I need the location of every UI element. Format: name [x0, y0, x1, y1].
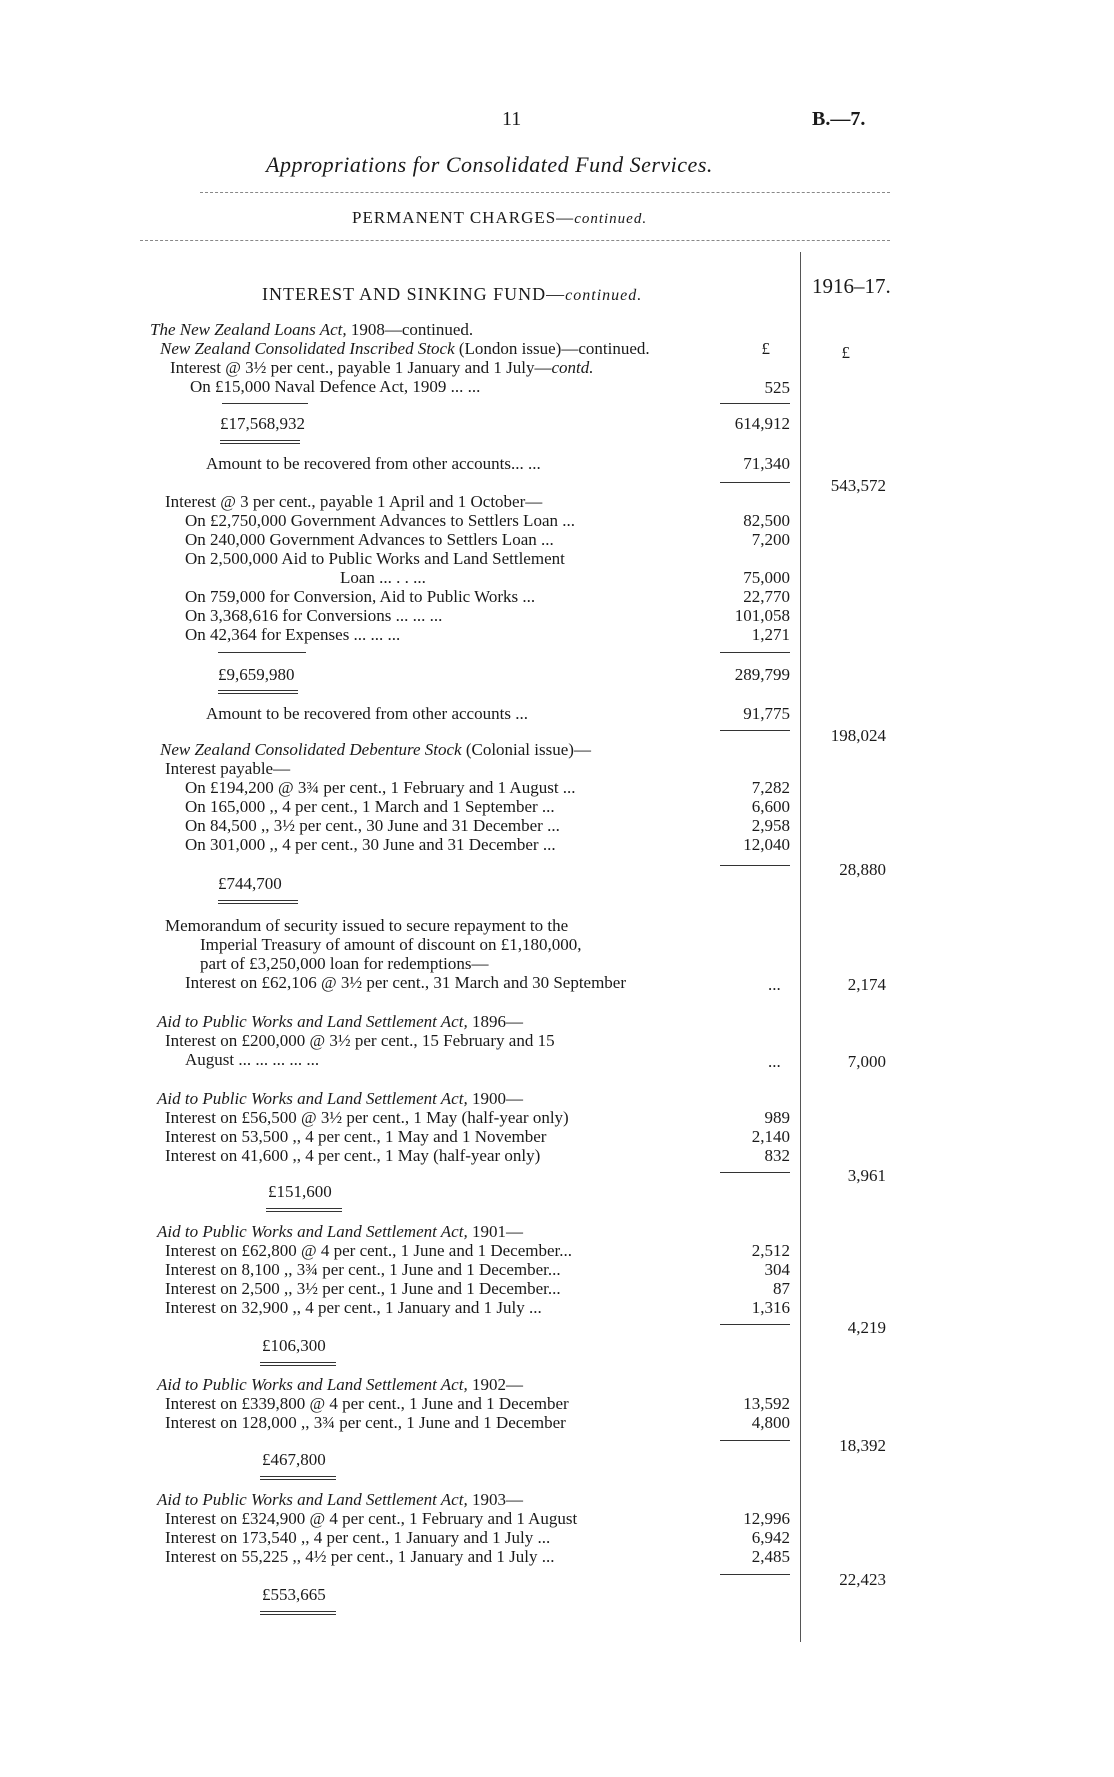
act-name: Aid to Public Works and Land Settlement Act, [157, 1490, 468, 1509]
section-heading-main: INTEREST AND SINKING FUND— [262, 284, 566, 304]
act-year: 1908—continued. [346, 320, 474, 339]
total-3: 28,880 [839, 860, 886, 879]
recover-amount-1: 71,340 [743, 454, 790, 473]
interest-3-line: Interest @ 3 per cent., payable 1 April and 1 October— [165, 492, 543, 511]
rule [720, 730, 790, 731]
block2-amount: 75,000 [743, 568, 790, 587]
block2-row: On 240,000 Government Advances to Settlers Loan ... [185, 530, 554, 549]
subtotal-principal-8: £467,800 [262, 1450, 326, 1469]
recover-amount-2: 91,775 [743, 704, 790, 723]
naval-defence-amount: 525 [764, 378, 790, 397]
interest-contd: contd. [551, 358, 594, 377]
interest-line: August ... ... ... ... ... [185, 1050, 320, 1069]
block7-amount: 1,316 [751, 1298, 790, 1317]
rule [720, 1574, 790, 1575]
debenture-stock-heading [160, 740, 591, 759]
double-rule [260, 1476, 336, 1480]
act-year: 1901— [467, 1222, 523, 1241]
block2-amount: 1,271 [751, 625, 790, 644]
rule [720, 1324, 790, 1325]
act-1896-heading [157, 1012, 523, 1031]
block8-row: Interest on £339,800 @ 4 per cent., 1 June and 1 December [165, 1394, 569, 1413]
section-heading-continued: continued. [565, 287, 643, 304]
rule [218, 652, 306, 653]
block6-amount: 989 [764, 1108, 790, 1127]
rule [222, 403, 308, 404]
recover-label-1: Amount to be recovered from other accounts... ... [206, 454, 541, 473]
block2-amount: 7,200 [751, 530, 790, 549]
act-year: 1902— [467, 1375, 523, 1394]
leader-dots: ... [768, 1052, 781, 1071]
block7-row: Interest on 2,500 ,, 3½ per cent., 1 June and 1 December... [165, 1279, 561, 1298]
double-rule [220, 440, 300, 444]
memorandum-line: part of £3,250,000 loan for redemptions— [200, 954, 489, 973]
section-subtitle [352, 208, 647, 228]
block2-row: On £2,750,000 Government Advances to Settlers Loan ... [185, 511, 575, 530]
act-year: 1900— [467, 1089, 523, 1108]
block7-row: Interest on £62,800 @ 4 per cent., 1 June and 1 December... [165, 1241, 573, 1260]
block9-row: Interest on 173,540 ,, 4 per cent., 1 January and 1 July ... [165, 1528, 551, 1547]
block3-row: On 301,000 ,, 4 per cent., 30 June and 31 December ... [185, 835, 556, 854]
block3-amount: 12,040 [743, 835, 790, 854]
double-rule [218, 900, 298, 904]
interest-3-5-line [170, 358, 594, 377]
rule [720, 482, 790, 483]
block9-row: Interest on 55,225 ,, 4½ per cent., 1 January and 1 July ... [165, 1547, 555, 1566]
subtotal-principal-1: £17,568,932 [220, 414, 305, 433]
double-rule [260, 1611, 336, 1615]
block7-amount: 87 [773, 1279, 790, 1298]
act-name: Aid to Public Works and Land Settlement Act, [157, 1375, 468, 1394]
total-5: 7,000 [847, 1052, 886, 1071]
act-1903-heading [157, 1490, 523, 1509]
rule [720, 652, 790, 653]
recover-label-2: Amount to be recovered from other accounts ... [206, 704, 528, 723]
double-rule [266, 1208, 342, 1212]
subtitle-continued: continued. [574, 211, 648, 227]
stock-issue: (London issue)—continued. [454, 339, 650, 358]
subtitle-divider [140, 240, 890, 241]
subtotal-principal-7: £106,300 [262, 1336, 326, 1355]
block3-row: On 165,000 ,, 4 per cent., 1 March and 1 September ... [185, 797, 555, 816]
total-7: 4,219 [847, 1318, 886, 1337]
pound-sign-col1: £ [761, 339, 770, 358]
total-8: 18,392 [839, 1436, 886, 1455]
block8-row: Interest on 128,000 ,, 3¾ per cent., 1 June and 1 December [165, 1413, 566, 1432]
block8-amount: 4,800 [751, 1413, 790, 1432]
subtotal-principal-3: £744,700 [218, 874, 282, 893]
act-name: Aid to Public Works and Land Settlement Act, [157, 1222, 468, 1241]
total-1: 543,572 [830, 476, 886, 495]
act-1901-heading [157, 1222, 523, 1241]
block3-amount: 7,282 [751, 778, 790, 797]
block9-amount: 6,942 [751, 1528, 790, 1547]
stock-name: New Zealand Consolidated Debenture Stock [160, 740, 462, 759]
subtitle-main: PERMANENT CHARGES— [352, 208, 575, 227]
act-name: The New Zealand Loans Act, [150, 320, 347, 339]
pound-sign-col2: £ [841, 343, 850, 362]
block3-amount: 2,958 [751, 816, 790, 835]
subtotal-amount-1: 614,912 [734, 414, 790, 433]
act-1900-heading [157, 1089, 523, 1108]
block6-amount: 2,140 [751, 1127, 790, 1146]
act-1908-heading [150, 320, 473, 339]
total-2: 198,024 [830, 726, 886, 745]
block8-amount: 13,592 [743, 1394, 790, 1413]
block2-amount: 82,500 [743, 511, 790, 530]
double-rule [218, 690, 298, 694]
block2-amount: 101,058 [734, 606, 790, 625]
block9-row: Interest on £324,900 @ 4 per cent., 1 February and 1 August [165, 1509, 578, 1528]
block2-row: On 42,364 for Expenses ... ... ... [185, 625, 401, 644]
title-divider [200, 192, 890, 193]
page-number: 11 [502, 108, 522, 130]
act-name: Aid to Public Works and Land Settlement Act, [157, 1012, 468, 1031]
inscribed-stock-heading [160, 339, 650, 358]
column-divider [800, 252, 801, 1642]
block6-row: Interest on 41,600 ,, 4 per cent., 1 May (half-year only) [165, 1146, 541, 1165]
rule [720, 1172, 790, 1173]
block2-amount: 22,770 [743, 587, 790, 606]
block2-row: On 3,368,616 for Conversions ... ... ... [185, 606, 443, 625]
total-4: 2,174 [847, 975, 886, 994]
block2-row: On 759,000 for Conversion, Aid to Public Works ... [185, 587, 536, 606]
block9-amount: 2,485 [751, 1547, 790, 1566]
act-name: Aid to Public Works and Land Settlement Act, [157, 1089, 468, 1108]
block7-row: Interest on 8,100 ,, 3¾ per cent., 1 June and 1 December... [165, 1260, 561, 1279]
block2-row: On 2,500,000 Aid to Public Works and Land Settlement [185, 549, 565, 568]
block3-amount: 6,600 [751, 797, 790, 816]
total-9: 22,423 [839, 1570, 886, 1589]
interest-payable-label: Interest payable— [165, 759, 291, 778]
block2-row: Loan ... . . ... [340, 568, 426, 587]
stock-name: New Zealand Consolidated Inscribed Stock [160, 339, 455, 358]
block3-row: On 84,500 ,, 3½ per cent., 30 June and 31 December ... [185, 816, 560, 835]
interest-line: Interest on £200,000 @ 3½ per cent., 15 February and 15 [165, 1031, 555, 1050]
block3-row: On £194,200 @ 3¾ per cent., 1 February and 1 August ... [185, 778, 576, 797]
act-1902-heading [157, 1375, 523, 1394]
memorandum-line: Memorandum of security issued to secure repayment to the [165, 916, 569, 935]
interest-line-text: Interest @ 3½ per cent., payable 1 January and 1 July— [170, 358, 552, 377]
memorandum-line: Imperial Treasury of amount of discount on £1,180,000, [200, 935, 582, 954]
year-column-heading: 1916–17. [812, 274, 891, 298]
subtotal-principal-9: £553,665 [262, 1585, 326, 1604]
section-heading [262, 284, 642, 305]
block9-amount: 12,996 [743, 1509, 790, 1528]
block7-amount: 304 [764, 1260, 790, 1279]
rule [720, 1440, 790, 1441]
block6-row: Interest on £56,500 @ 3½ per cent., 1 May (half-year only) [165, 1108, 569, 1127]
leader-dots: ... [768, 975, 781, 994]
act-year: 1903— [467, 1490, 523, 1509]
rule [720, 403, 790, 404]
subtotal-principal-6: £151,600 [268, 1182, 332, 1201]
block7-amount: 2,512 [751, 1241, 790, 1260]
total-6: 3,961 [847, 1166, 886, 1185]
document-reference: B.—7. [812, 108, 866, 130]
block7-row: Interest on 32,900 ,, 4 per cent., 1 January and 1 July ... [165, 1298, 542, 1317]
double-rule [260, 1362, 336, 1366]
subtotal-principal-2: £9,659,980 [218, 665, 295, 684]
page-title: Appropriations for Consolidated Fund Services. [266, 152, 713, 177]
block6-amount: 832 [764, 1146, 790, 1165]
block6-row: Interest on 53,500 ,, 4 per cent., 1 May and 1 November [165, 1127, 547, 1146]
memorandum-line: Interest on £62,106 @ 3½ per cent., 31 March and 30 September [185, 973, 627, 992]
act-year: 1896— [467, 1012, 523, 1031]
rule [720, 865, 790, 866]
subtotal-amount-2: 289,799 [734, 665, 790, 684]
stock-issue: (Colonial issue)— [461, 740, 591, 759]
naval-defence-line: On £15,000 Naval Defence Act, 1909 ... ... [190, 377, 481, 396]
